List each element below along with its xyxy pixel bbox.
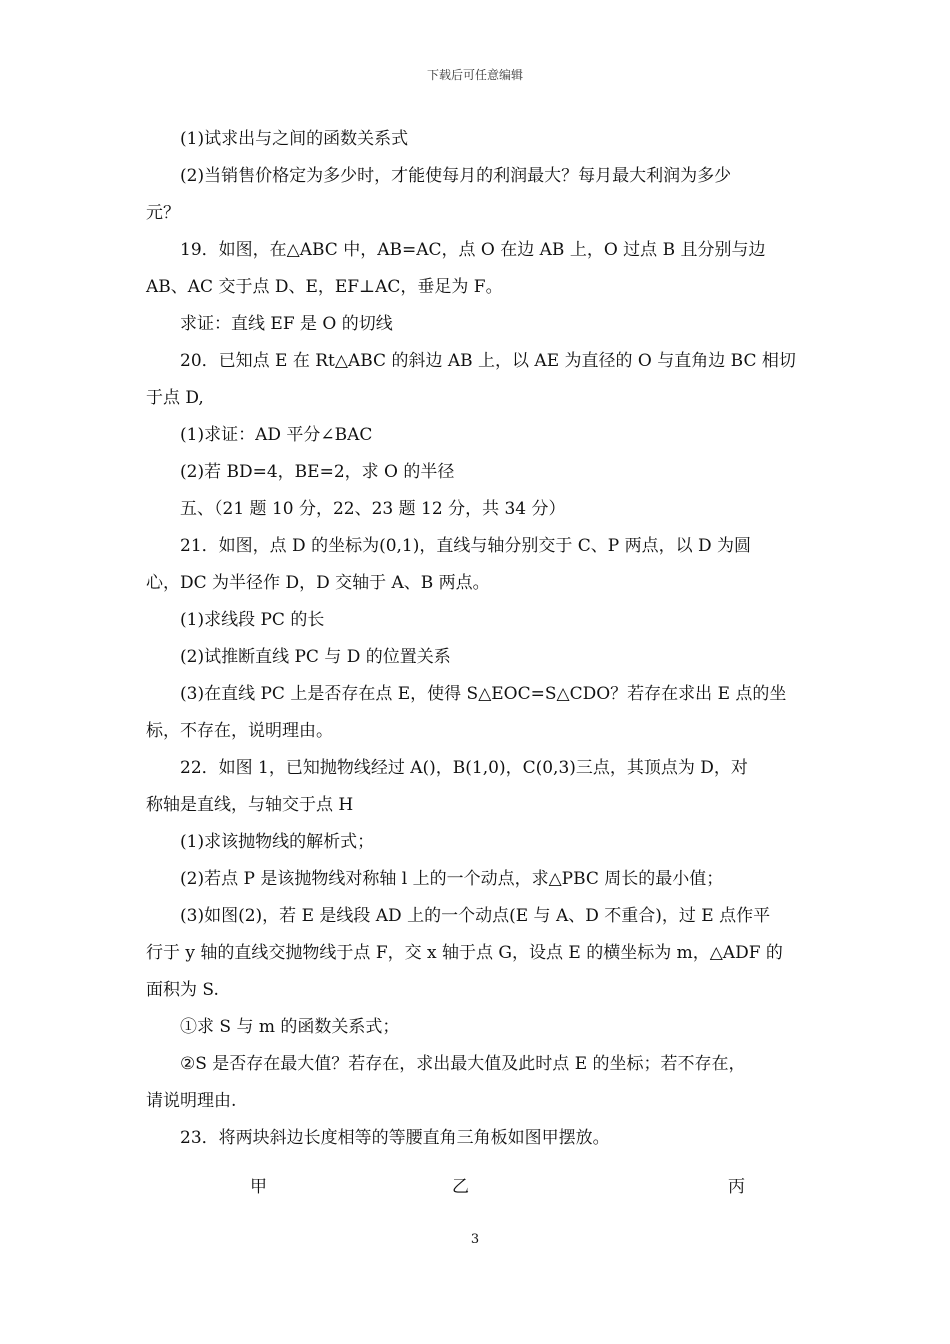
text-line: 20．已知点 E 在 Rt△ABC 的斜边 AB 上，以 AE 为直径的 O 与直角边 BC 相切 xyxy=(180,351,796,371)
text-line: 面积为 S. xyxy=(146,980,219,1000)
text-line: (1)求证：AD 平分∠BAC xyxy=(180,425,373,445)
text-line: ①求 S 与 m 的函数关系式； xyxy=(180,1017,400,1037)
text-line: 于点 D, xyxy=(146,388,204,408)
text-line: (1)试求出与之间的函数关系式 xyxy=(180,129,409,149)
text-line: ②S 是否存在最大值？若存在，求出最大值及此时点 E 的坐标；若不存在， xyxy=(180,1054,746,1074)
text-line: (1)求线段 PC 的长 xyxy=(180,610,325,630)
text-line: (3)如图(2)，若 E 是线段 AD 上的一个动点(E 与 A、D 不重合)，过 E 点作平 xyxy=(180,906,771,926)
text-line: (2)若点 P 是该抛物线对称轴 l 上的一个动点，求△PBC 周长的最小值； xyxy=(180,869,724,889)
figure-label-bing: 丙 xyxy=(728,1177,745,1197)
text-line: 元？ xyxy=(146,203,180,223)
text-line: 心，DC 为半径作 D，D 交轴于 A、B 两点。 xyxy=(146,573,490,593)
figure-label-jia: 甲 xyxy=(250,1177,267,1197)
text-line: 19．如图，在△ABC 中，AB=AC，点 O 在边 AB 上，O 过点 B 且分别与边 xyxy=(180,240,766,260)
text-line: 称轴是直线，与轴交于点 H xyxy=(146,795,354,815)
text-line: AB、AC 交于点 D、E，EF⊥AC，垂足为 F。 xyxy=(146,277,503,297)
text-line: 23．将两块斜边长度相等的等腰直角三角板如图甲摆放。 xyxy=(180,1128,610,1148)
figure-labels xyxy=(0,1172,950,1196)
figure-label-yi: 乙 xyxy=(452,1177,469,1197)
text-line: 21．如图，点 D 的坐标为(0,1)，直线与轴分别交于 C、P 两点，以 D 为圆 xyxy=(180,536,752,556)
text-line: 请说明理由. xyxy=(146,1091,237,1111)
text-line: 标，不存在，说明理由。 xyxy=(146,721,333,741)
text-line: 22．如图 1，已知抛物线经过 A()，B(1,0)，C(0,3)三点，其顶点为 D，对 xyxy=(180,758,748,778)
text-line: (2)当销售价格定为多少时，才能使每月的利润最大？每月最大利润为多少 xyxy=(180,166,732,186)
text-line: 行于 y 轴的直线交抛物线于点 F，交 x 轴于点 G，设点 E 的横坐标为 m，△ADF 的 xyxy=(146,943,783,963)
text-line: (1)求该抛物线的解析式； xyxy=(180,832,375,852)
section-heading: 五、（21 题 10 分，22、23 题 12 分，共 34 分） xyxy=(180,499,566,519)
text-line: (3)在直线 PC 上是否存在点 E，使得 S△EOC=S△CDO？若存在求出 E 点的坐 xyxy=(180,684,787,704)
text-line: 求证：直线 EF 是 O 的切线 xyxy=(180,314,393,334)
page-number: 3 xyxy=(470,1232,480,1247)
text-line: (2)试推断直线 PC 与 D 的位置关系 xyxy=(180,647,451,667)
page-header: 下载后可任意编辑 xyxy=(426,68,523,82)
text-line: (2)若 BD=4，BE=2，求 O 的半径 xyxy=(180,462,455,482)
